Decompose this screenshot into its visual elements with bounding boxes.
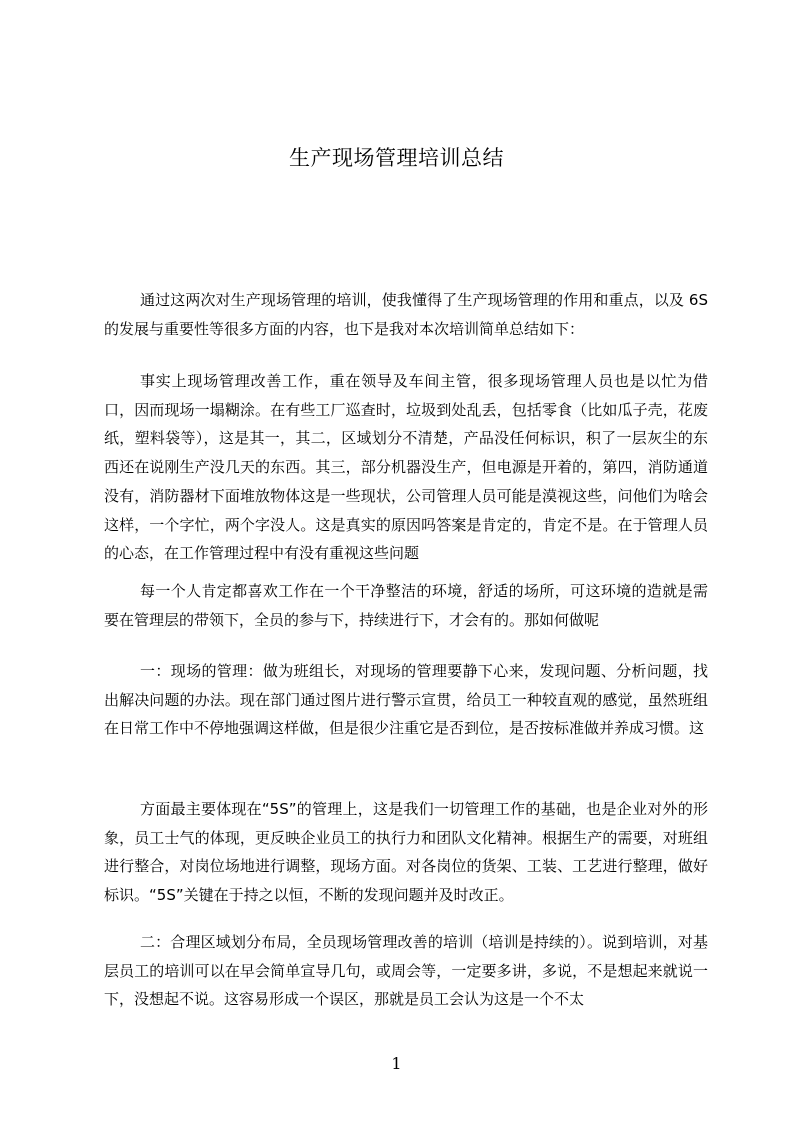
- paragraph-intro: 通过这两次对生产现场管理的培训，使我懂得了生产现场管理的作用和重点，以及 6S 的发展与重要性等很多方面的内容，也下是我对本次培训简单总结如下：: [104, 291, 708, 338]
- paragraph-area-layout-training: 二：合理区域划分布局，全员现场管理改善的培训（培训是持续的）。说到培训，对基层员工的培训可以在早会简单宣导几句，或周会等，一定要多讲，多说，不是想起来就说一下，没想起不说。这容易形成一个误区，那就是员工会认为这是一个不太: [104, 933, 708, 1009]
- paragraph-current-issues: 事实上现场管理改善工作，重在领导及车间主管，很多现场管理人员也是以忙为借口，因而现场一塌糊涂。在有些工厂巡查时，垃圾到处乱丢，包括零食（比如瓜子壳，花废纸，塑料袋等），这是其一，其二，区域划分不清楚，产品没任何标识，积了一层灰尘的东西还在说刚生产没几天的东西。其三，部分机器没生产，但电源是开着的，第四，消防通道没有，消防器材下面堆放物体这是一些现状，公司管理人员可能是漠视这些，问他们为啥会这样，一个字忙，两个字没人。这是真实的原因吗答案是肯定的，肯定不是。在于管理人员的心态，在工作管理过程中有没有重视这些问题: [104, 372, 708, 563]
- page-number: 1: [391, 1054, 402, 1073]
- paragraph-5s-management: 方面最主要体现在“5S”的管理上，这是我们一切管理工作的基础，也是企业对外的形象，员工士气的体现，更反映企业员工的执行力和团队文化精神。根据生产的需要，对班组进行整合，对岗位场地进行调整，现场方面。对各岗位的货架、工装、工艺进行整理，做好标识。“5S”关键在于持之以恒，不断的发现问题并及时改正。: [104, 800, 708, 905]
- paragraph-site-management: 一：现场的管理：做为班组长，对现场的管理要静下心来，发现问题、分析问题，找出解决问题的办法。现在部门通过图片进行警示宣贯，给员工一种较直观的感觉，虽然班组在日常工作中不停地强调这样做，但是很少注重它是否到位，是否按标准做并养成习惯。这: [104, 662, 708, 738]
- paragraph-clean-environment: 每一个人肯定都喜欢工作在一个干净整洁的环境，舒适的场所，可这环境的造就是需要在管理层的带领下，全员的参与下，持续进行下，才会有的。那如何做呢: [104, 582, 708, 629]
- document-title: 生产现场管理培训总结: [289, 146, 504, 170]
